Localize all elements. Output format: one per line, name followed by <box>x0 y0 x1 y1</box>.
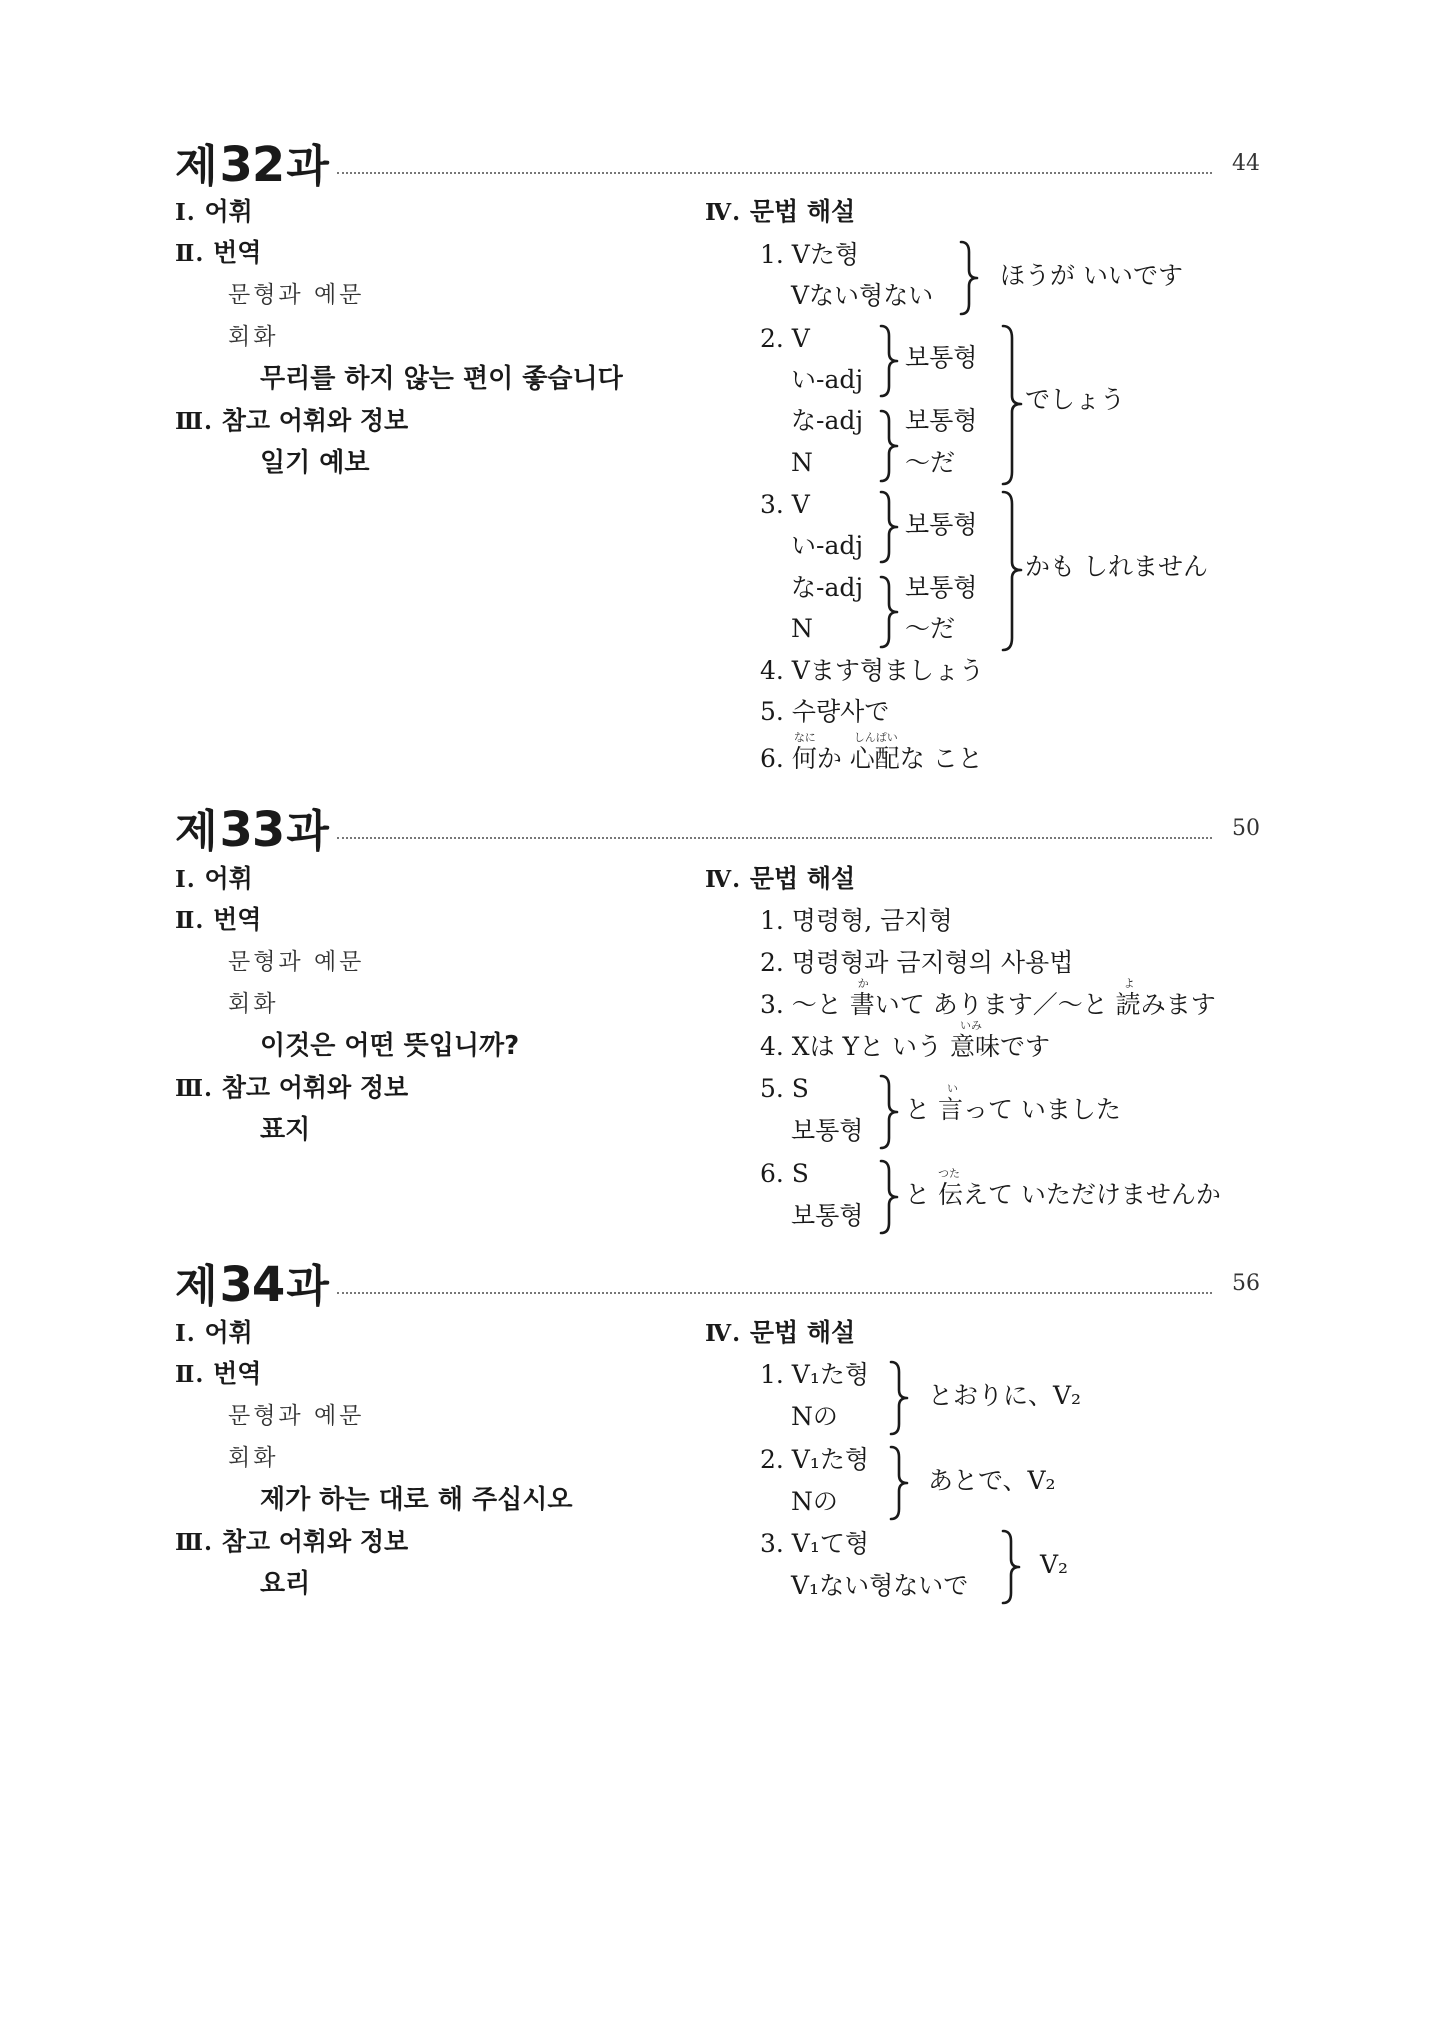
grammar-point-5: 5. 수량사で <box>760 697 890 726</box>
grammar-point-2-line-d: N <box>791 448 813 477</box>
grammar-point-2-line-b: Nの <box>791 1487 838 1516</box>
span: えて いただけませんか <box>962 1180 1221 1209</box>
conversation-title: 제가 하는 대로 해 주십시오 <box>260 1485 573 1515</box>
ruby-word <box>937 1082 963 1124</box>
section-numeral: Ⅱ. <box>175 1361 205 1388</box>
conversation-label: 회화 <box>228 991 279 1017</box>
span: 3. ～と <box>760 990 850 1019</box>
lesson-title-prefix: 제 <box>175 1261 218 1312</box>
grammar-point-3-middle-3: ～だ <box>905 614 956 643</box>
section-label: 어휘 <box>204 864 253 893</box>
curly-brace <box>1000 324 1024 486</box>
section-label: 어휘 <box>204 1318 253 1347</box>
furigana: いみ <box>959 1019 982 1032</box>
grammar-point-2-middle-3: ～だ <box>905 448 956 477</box>
grammar-point-3-result: V₂ <box>1040 1550 1069 1579</box>
curly-brace <box>888 1445 910 1521</box>
section-translation <box>175 903 261 938</box>
curly-brace <box>1000 490 1024 652</box>
lesson-33-title <box>175 800 329 862</box>
span: 6. <box>760 744 784 773</box>
section-translation <box>175 236 261 271</box>
grammar-point-2-middle-1: 보통형 <box>905 343 978 372</box>
span: と <box>905 1095 938 1124</box>
span: 心配 <box>849 744 900 773</box>
span: 意味 <box>949 1032 1000 1061</box>
grammar-point-3 <box>760 977 1216 1022</box>
section-label: 번역 <box>213 905 262 934</box>
conversation-label: 회화 <box>228 324 279 350</box>
leader-dots <box>337 837 1212 839</box>
span: です <box>999 1032 1050 1061</box>
lesson-title-suffix: 과 <box>286 141 329 192</box>
page-number: 50 <box>1232 816 1260 841</box>
lesson-number: 33 <box>219 802 285 858</box>
lesson-32-title <box>175 135 329 197</box>
grammar-point-6 <box>760 731 983 776</box>
span: 書 <box>849 990 875 1019</box>
ruby-word <box>949 1019 1000 1061</box>
span: みます <box>1140 990 1216 1019</box>
section-label: 참고 어휘와 정보 <box>221 1527 409 1556</box>
section-reference <box>175 1071 408 1106</box>
grammar-point-3-line-b: V₁ない형ないで <box>791 1571 969 1600</box>
grammar-point-6-line-a: 6. S <box>760 1159 809 1188</box>
grammar-point-3-middle-2: 보통형 <box>905 573 978 602</box>
section-grammar <box>705 195 855 230</box>
sentence-patterns-label: 문형과 예문 <box>228 282 365 308</box>
span: 何 <box>791 744 817 773</box>
reference-item: 표지 <box>260 1115 311 1145</box>
curly-brace <box>1000 1529 1022 1605</box>
furigana: よ <box>1123 977 1135 990</box>
grammar-point-3-line-c: な-adj <box>791 573 864 602</box>
grammar-point-2-line-b: い-adj <box>791 365 864 394</box>
grammar-point-1-line-a: 1. V₁た형 <box>760 1360 870 1389</box>
ruby-word <box>849 731 900 773</box>
grammar-point-2-line-a: 2. V₁た형 <box>760 1445 870 1474</box>
lesson-34-header <box>175 1255 1260 1315</box>
section-numeral: Ⅰ. <box>175 199 196 226</box>
curly-brace <box>878 409 900 483</box>
section-label: 문법 해설 <box>749 1318 856 1347</box>
ruby-word <box>791 731 817 773</box>
grammar-point-1: 1. 명령형, 금지형 <box>760 906 953 935</box>
section-label: 문법 해설 <box>749 197 856 226</box>
conversation-title: 이것은 어떤 뜻입니까? <box>260 1031 520 1061</box>
conversation-title: 무리를 하지 않는 편이 좋습니다 <box>260 364 623 394</box>
section-grammar <box>705 1316 855 1351</box>
section-numeral: Ⅳ. <box>705 199 742 226</box>
section-numeral: Ⅲ. <box>175 1075 214 1102</box>
sentence-patterns-label: 문형과 예문 <box>228 1403 365 1429</box>
section-numeral: Ⅲ. <box>175 1529 214 1556</box>
grammar-point-2-line-c: な-adj <box>791 406 864 435</box>
section-numeral: Ⅰ. <box>175 866 196 893</box>
ruby-word <box>1115 977 1141 1019</box>
section-numeral: Ⅲ. <box>175 408 214 435</box>
section-translation <box>175 1357 261 1392</box>
section-numeral: Ⅰ. <box>175 1320 196 1347</box>
span: 4. Xは Yと いう <box>760 1032 950 1061</box>
lesson-33-header <box>175 800 1260 860</box>
curly-brace <box>888 1360 910 1436</box>
grammar-point-2: 2. 명령형과 금지형의 사용법 <box>760 948 1074 977</box>
leader-dots <box>337 172 1212 174</box>
lesson-title-prefix: 제 <box>175 806 218 857</box>
curly-brace <box>878 324 900 398</box>
curly-brace <box>878 575 900 649</box>
grammar-point-3-line-d: N <box>791 614 813 643</box>
grammar-point-6-result <box>905 1167 1221 1212</box>
grammar-point-1-line-b: Vない형ない <box>791 281 934 310</box>
grammar-point-1-result: とおりに、V₂ <box>928 1381 1082 1410</box>
span: 言 <box>937 1095 963 1124</box>
span: 読 <box>1115 990 1141 1019</box>
section-reference <box>175 1525 408 1560</box>
section-label: 문법 해설 <box>749 864 856 893</box>
section-label: 번역 <box>213 1359 262 1388</box>
grammar-point-2-result: あとで、V₂ <box>928 1466 1056 1495</box>
grammar-point-5-line-a: 5. S <box>760 1074 809 1103</box>
page-number: 56 <box>1232 1271 1260 1296</box>
grammar-point-4 <box>760 1019 1050 1064</box>
grammar-point-2-middle-2: 보통형 <box>905 406 978 435</box>
section-numeral: Ⅱ. <box>175 907 205 934</box>
section-label: 번역 <box>213 238 262 267</box>
span: な こと <box>899 744 983 773</box>
grammar-point-3-line-a: 3. V <box>760 490 810 519</box>
section-label: 참고 어휘와 정보 <box>221 1073 409 1102</box>
grammar-point-3-line-b: い-adj <box>791 531 864 560</box>
ruby-word <box>849 977 875 1019</box>
lesson-32-header <box>175 135 1260 195</box>
grammar-point-5-line-b: 보통형 <box>791 1116 864 1145</box>
section-vocab <box>175 1316 253 1351</box>
leader-dots <box>337 1292 1212 1294</box>
furigana: い <box>946 1082 958 1095</box>
grammar-point-1-result: ほうが いいです <box>1000 261 1183 290</box>
grammar-point-3-middle-1: 보통형 <box>905 510 978 539</box>
curly-brace <box>958 240 980 316</box>
grammar-point-3-result: かも しれません <box>1025 552 1208 581</box>
lesson-34-title <box>175 1255 329 1317</box>
section-reference <box>175 404 408 439</box>
furigana: か <box>857 977 869 990</box>
curly-brace <box>878 1159 900 1235</box>
section-label: 어휘 <box>204 197 253 226</box>
reference-item: 일기 예보 <box>260 448 370 478</box>
furigana: なに <box>793 731 816 744</box>
lesson-title-prefix: 제 <box>175 141 218 192</box>
span: と <box>905 1180 938 1209</box>
grammar-point-4: 4. Vます형ましょう <box>760 656 985 685</box>
span: って いました <box>962 1095 1121 1124</box>
furigana: つた <box>937 1167 960 1180</box>
sentence-patterns-label: 문형과 예문 <box>228 949 365 975</box>
span: す／～と <box>1007 990 1116 1019</box>
section-numeral: Ⅳ. <box>705 1320 742 1347</box>
grammar-point-1-line-b: Nの <box>791 1402 838 1431</box>
conversation-label: 회화 <box>228 1445 279 1471</box>
section-label: 참고 어휘와 정보 <box>221 406 409 435</box>
furigana: しんぱい <box>853 731 898 744</box>
page-number: 44 <box>1232 151 1260 176</box>
curly-brace <box>878 490 900 564</box>
grammar-point-5-result <box>905 1082 1121 1127</box>
reference-item: 요리 <box>260 1569 311 1599</box>
grammar-point-1-line-a: 1. Vた형 <box>760 240 860 269</box>
lesson-number: 32 <box>219 137 285 193</box>
span: 伝 <box>937 1180 963 1209</box>
section-grammar <box>705 862 855 897</box>
grammar-point-2-line-a: 2. V <box>760 324 810 353</box>
span: いて ありま <box>874 990 1008 1019</box>
section-vocab <box>175 862 253 897</box>
grammar-point-6-line-b: 보통형 <box>791 1201 864 1230</box>
span: か <box>816 744 850 773</box>
section-numeral: Ⅱ. <box>175 240 205 267</box>
ruby-word <box>937 1167 963 1209</box>
lesson-number: 34 <box>219 1257 285 1313</box>
section-vocab <box>175 195 253 230</box>
grammar-point-3-line-a: 3. V₁て형 <box>760 1529 870 1558</box>
lesson-title-suffix: 과 <box>286 1261 329 1312</box>
lesson-title-suffix: 과 <box>286 806 329 857</box>
grammar-point-2-result: でしょう <box>1025 385 1126 414</box>
section-numeral: Ⅳ. <box>705 866 742 893</box>
curly-brace <box>878 1074 900 1150</box>
